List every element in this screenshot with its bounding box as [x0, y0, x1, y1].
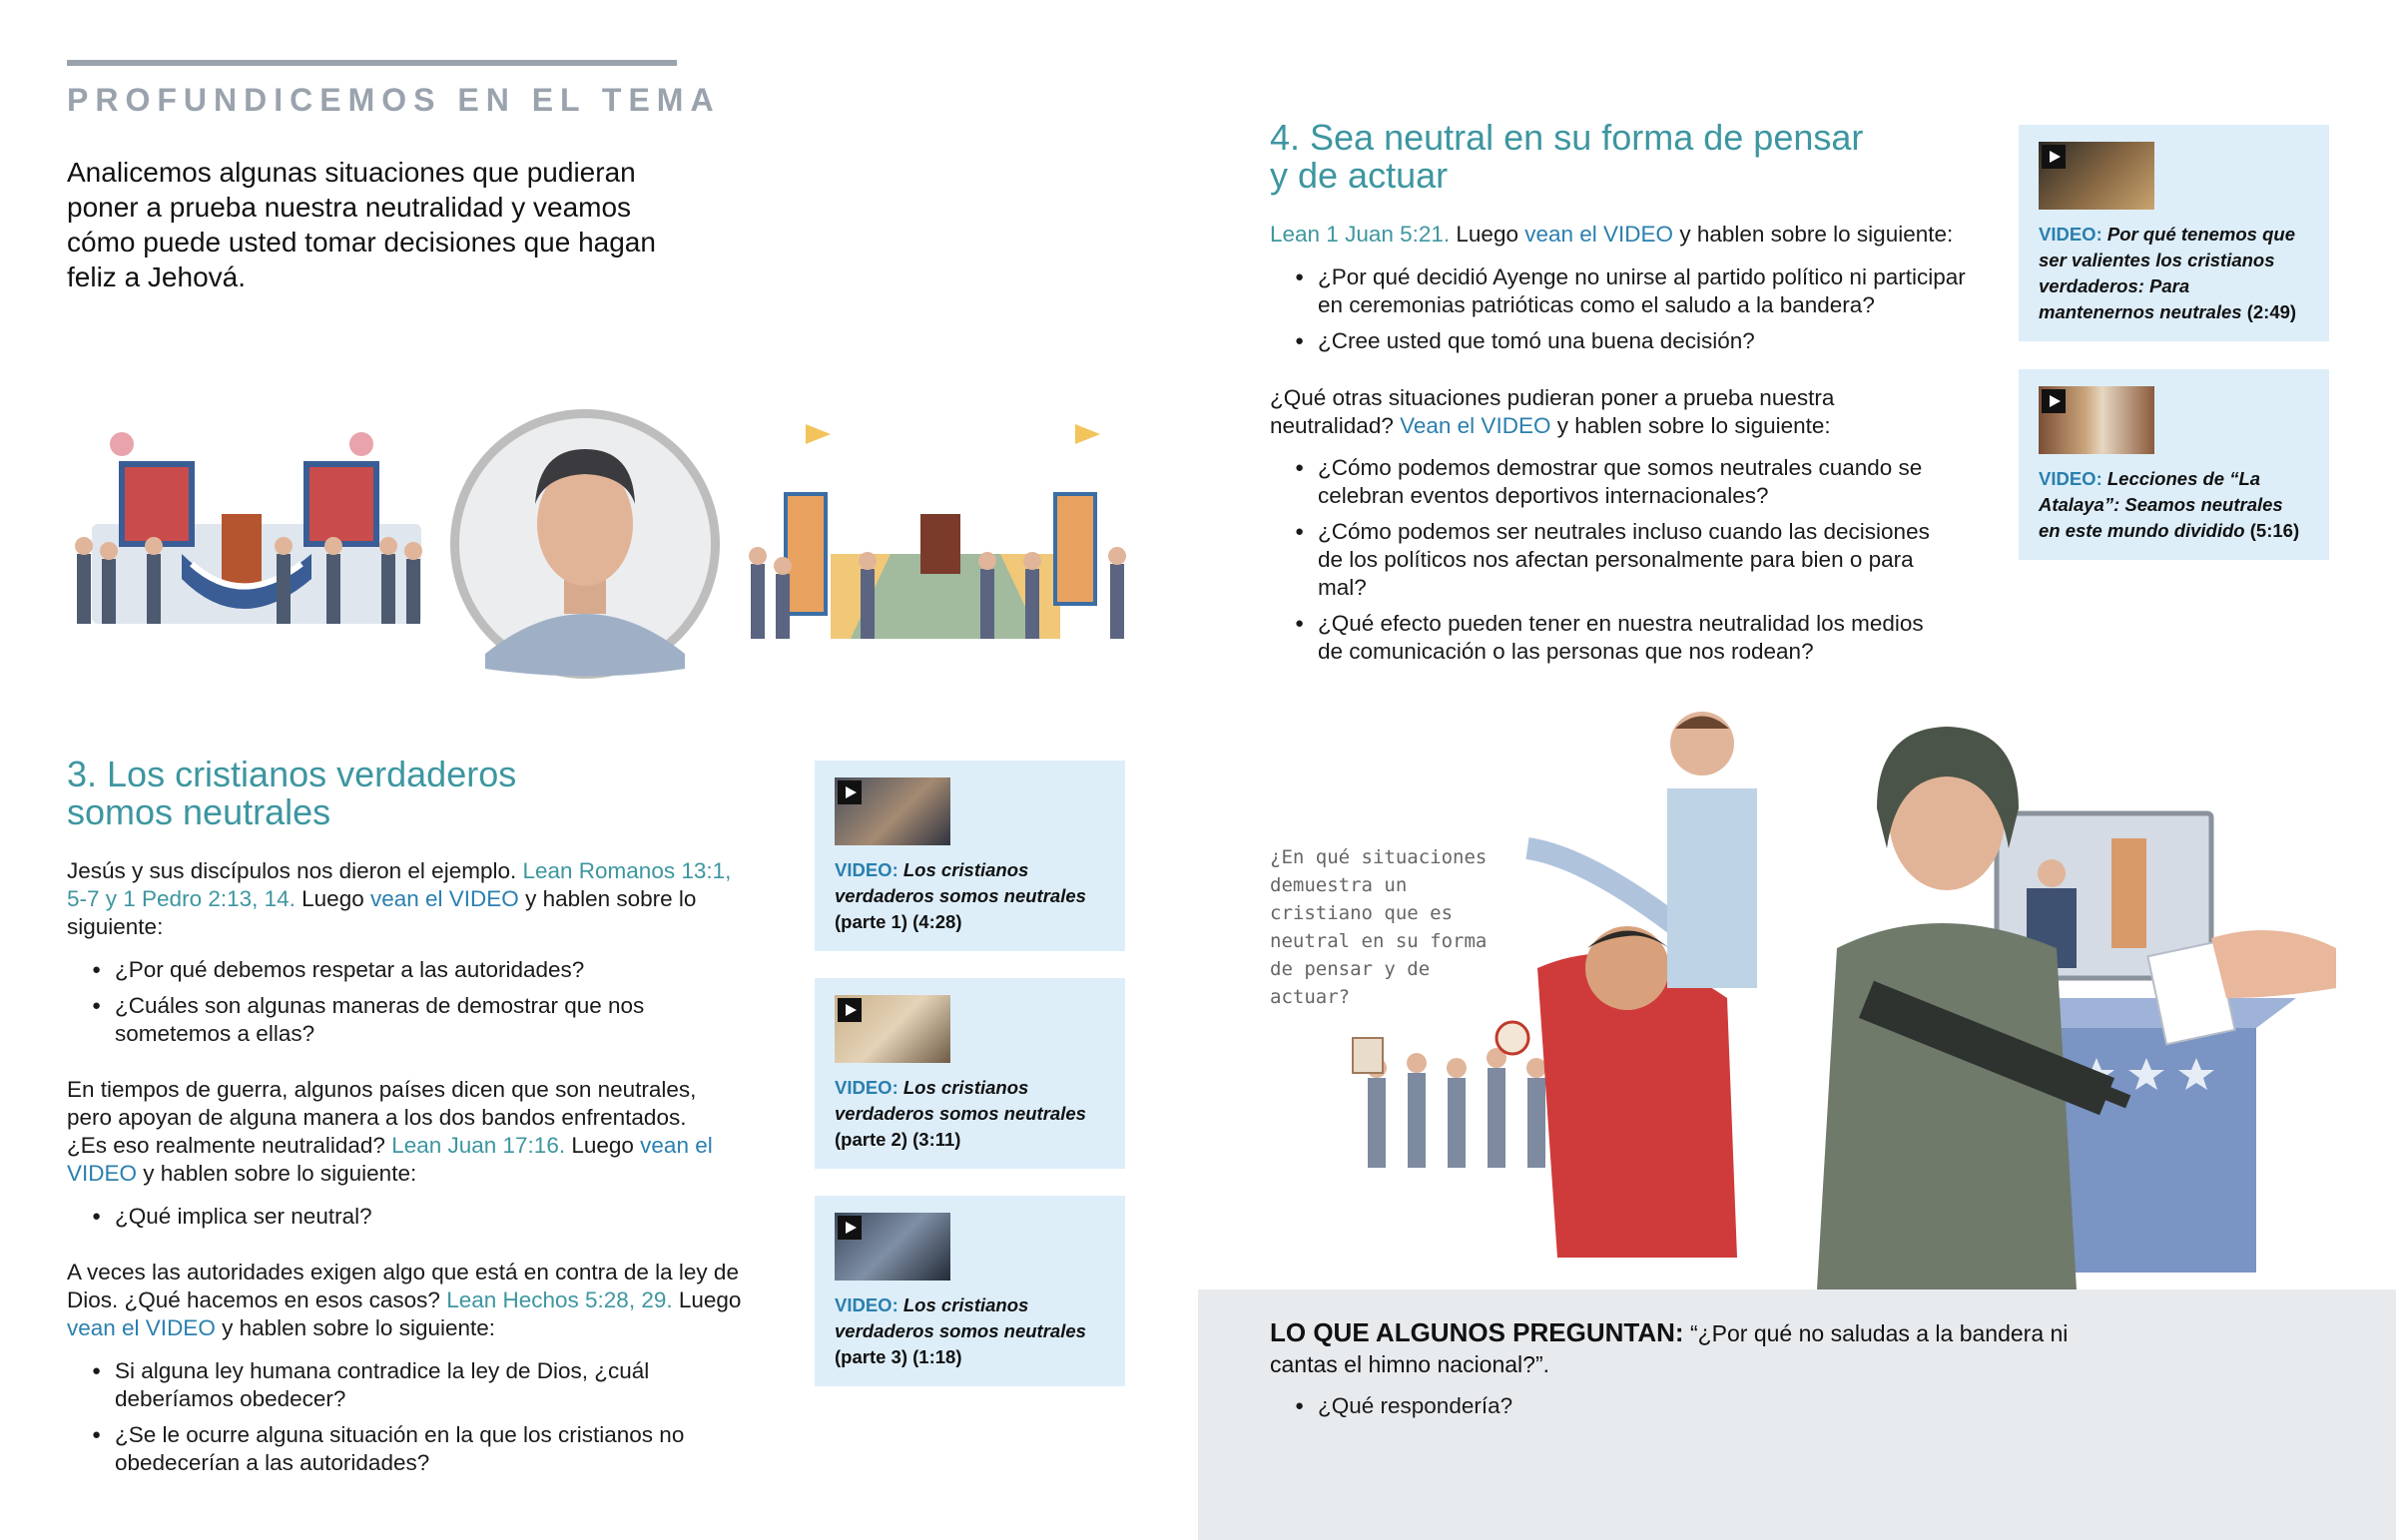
bullet-item: ● ¿Cuáles son algunas maneras de demostrar que nos sometemos a ellas? [92, 992, 691, 1048]
para-text: En tiempos de guerra, algunos países dicen que son neutrales, pero apoyan de alguna manera a los dos bandos enfrentados. ¿Es eso realmente neutralidad? [67, 1077, 697, 1158]
video-label: VIDEO: [835, 859, 898, 880]
video-link[interactable]: vean el VIDEO [67, 1315, 216, 1340]
video-detail: (5:16) [2249, 520, 2300, 541]
common-question-bullets [1295, 1392, 1894, 1428]
bullet-item: ● ¿Por qué decidió Ayenge no unirse al partido político ni participar en ceremonias patrióticas como el saludo a la bandera? [1295, 263, 1969, 319]
video-thumbnail[interactable] [2039, 142, 2154, 210]
video-label: VIDEO: [2039, 468, 2102, 489]
scripture-link[interactable]: Lean 1 Juan 5:21. [1270, 222, 1451, 247]
scripture-link[interactable]: Lean Romanos 13:1, 5-7 y 1 Pedro 2:13, 14. [67, 858, 732, 911]
bullet-item: ● ¿Qué efecto pueden tener en nuestra neutralidad los medios de comunicación o las personas que nos rodean? [1295, 610, 1954, 666]
section3-bullets-2 [92, 1203, 691, 1239]
para-text: ¿Qué otras situaciones pudieran poner a prueba nuestra neutralidad? [1270, 385, 1835, 438]
para-text: Luego [1450, 222, 1525, 247]
para-text: y hablen sobre lo siguiente: [1673, 222, 1954, 247]
scripture-link[interactable]: Lean Juan 17:16. [391, 1133, 566, 1158]
video-label: VIDEO: [2039, 224, 2102, 245]
section3-bullets-3 [92, 1357, 691, 1485]
video-link[interactable]: Vean el VIDEO [1400, 413, 1551, 438]
bullet-item: ● ¿Qué implica ser neutral? [92, 1203, 691, 1231]
campaign-illustration [62, 404, 1160, 684]
para-text: y hablen sobre lo siguiente: [1550, 413, 1831, 438]
section4-bullets-1 [1295, 263, 1969, 363]
video-label: VIDEO: [835, 1294, 898, 1315]
video-link[interactable]: vean el VIDEO [67, 1133, 713, 1186]
section3-title: 3. Los cristianos verdaderos somos neutrales [67, 754, 517, 832]
header-rule [67, 60, 677, 66]
section3-paragraph-1 [67, 857, 746, 941]
para-text: y hablen sobre lo siguiente: [137, 1161, 417, 1186]
play-icon [838, 780, 862, 804]
bullet-item: ● ¿Por qué debemos respetar a las autoridades? [92, 956, 691, 984]
para-text: y hablen sobre lo siguiente: [215, 1315, 496, 1340]
video-card-atalaya[interactable] [2019, 369, 2329, 560]
section3-bullets-1 [92, 956, 691, 1056]
common-question [1270, 1317, 2069, 1380]
play-icon [2042, 389, 2066, 413]
bullet-item: ● ¿Cree usted que tomó una buena decisión? [1295, 327, 1969, 355]
section4-bullets-2 [1295, 454, 1954, 674]
video-title[interactable]: Los cristianos verdaderos somos neutrales [835, 1077, 1086, 1124]
video-card-part-3[interactable] [815, 1196, 1125, 1386]
para-text: A veces las autoridades exigen algo que está en contra de la ley de Dios. ¿Qué hacemos en esos casos? [67, 1260, 739, 1312]
intro-text: Analicemos algunas situaciones que pudieran poner a prueba nuestra neutralidad y veamos cómo puede usted tomar decisiones que hagan feliz a Jehová. [67, 157, 656, 292]
section4-paragraph-2 [1270, 384, 1949, 440]
play-icon [2042, 145, 2066, 169]
section4-title: 4. Sea neutral en su forma de pensar y de actuar [1270, 117, 1864, 196]
video-label: VIDEO: [835, 1077, 898, 1098]
para-text: Jesús y sus discípulos nos dieron el ejemplo. [67, 858, 523, 883]
para-text: Luego [565, 1133, 641, 1158]
play-icon [838, 998, 862, 1022]
para-text: y hablen sobre lo siguiente: [67, 886, 697, 939]
section-kicker: PROFUNDICEMOS EN EL TEMA [67, 82, 721, 118]
video-link[interactable]: vean el VIDEO [369, 886, 519, 911]
video-link[interactable]: vean el VIDEO [1524, 222, 1674, 247]
section4-paragraph-1 [1270, 221, 1979, 249]
illustration-caption: ¿En qué situaciones demuestra un cristiano que es neutral en su forma de pensar y de actuar? [1270, 846, 1488, 1008]
video-detail: (parte 1) (4:28) [835, 911, 962, 932]
video-card-part-1[interactable] [815, 761, 1125, 951]
bullet-item: ● Si alguna ley humana contradice la ley de Dios, ¿cuál deberíamos obedecer? [92, 1357, 691, 1413]
section3-paragraph-3 [67, 1259, 746, 1342]
video-detail: (parte 3) (1:18) [835, 1346, 962, 1367]
bullet-item: ● ¿Cómo podemos demostrar que somos neutrales cuando se celebran eventos deportivos internacionales? [1295, 454, 1954, 510]
video-card-valientes[interactable] [2019, 125, 2329, 341]
video-title[interactable]: Los cristianos verdaderos somos neutrales [835, 859, 1086, 906]
bullet-item: ● ¿Qué respondería? [1295, 1392, 1894, 1420]
question-label: LO QUE ALGUNOS PREGUNTAN: [1270, 1317, 1684, 1347]
para-text: Luego [295, 886, 370, 911]
video-detail: (2:49) [2246, 301, 2297, 322]
video-thumbnail[interactable] [835, 1213, 950, 1281]
play-icon [838, 1216, 862, 1240]
bullet-item: ● ¿Cómo podemos ser neutrales incluso cuando las decisiones de los políticos nos afectan personalmente para bien o para mal? [1295, 518, 1954, 602]
video-thumbnail[interactable] [835, 995, 950, 1063]
video-title[interactable]: Los cristianos verdaderos somos neutrales [835, 1294, 1086, 1341]
video-thumbnail[interactable] [835, 777, 950, 845]
video-detail: (parte 2) (3:11) [835, 1129, 961, 1150]
video-title[interactable]: Por qué tenemos que ser valientes los cristianos verdaderos: Para mantenernos neutrales [2039, 224, 2295, 322]
scripture-link[interactable]: Lean Hechos 5:28, 29. [446, 1287, 673, 1312]
video-title[interactable]: Lecciones de “La Atalaya”: Seamos neutrales en este mundo dividido [2039, 468, 2283, 541]
video-thumbnail[interactable] [2039, 386, 2154, 454]
question-text: “¿Por qué no saludas a la bandera ni cantas el himno nacional?”. [1270, 1320, 2069, 1377]
section3-paragraph-2 [67, 1076, 726, 1188]
para-text: Luego [672, 1287, 742, 1312]
video-card-part-2[interactable] [815, 978, 1125, 1169]
bullet-item: ● ¿Se le ocurre alguna situación en la que los cristianos no obedecerían a las autoridades? [92, 1421, 691, 1477]
